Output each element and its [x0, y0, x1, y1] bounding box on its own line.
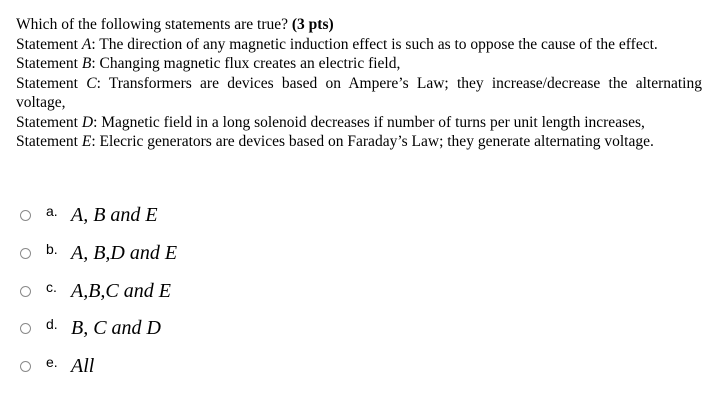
statement-c-text: : Transformers are devices based on Ampere’s Law; they increase/decrease the alternating voltage,	[16, 74, 702, 111]
option-b-letter: b.	[46, 241, 58, 257]
option-a[interactable]	[20, 200, 420, 230]
statement-d-var: D	[81, 113, 94, 131]
option-c-letter: c.	[46, 279, 57, 295]
option-b[interactable]	[20, 238, 420, 268]
statement-c-label: Statement	[16, 74, 87, 92]
option-d-letter: d.	[46, 316, 58, 332]
option-d[interactable]	[20, 313, 420, 343]
statement-e-text: : Elecric generators are devices based on Faraday’s Law; they generate alternating voltage.	[91, 133, 654, 150]
option-d-radio[interactable]	[20, 323, 31, 334]
statement-a-label: Statement	[16, 35, 82, 53]
points-badge: (3 pts)	[291, 16, 334, 33]
statement-e	[16, 132, 702, 152]
statement-c	[16, 74, 702, 113]
statement-a	[16, 35, 702, 55]
option-a-text: A, B and E	[71, 203, 158, 226]
statement-b	[16, 54, 702, 74]
question-text	[16, 15, 702, 152]
option-b-text: A, B,D and E	[71, 241, 178, 264]
statement-d-label: Statement	[16, 113, 82, 131]
question-prompt-text: Which of the following statements are true?	[16, 16, 289, 33]
statement-e-label: Statement	[16, 133, 82, 150]
option-e[interactable]	[20, 351, 420, 381]
option-c-text: A,B,C and E	[71, 279, 171, 302]
statement-d	[16, 113, 702, 133]
option-c-radio[interactable]	[20, 286, 31, 297]
option-e-text: All	[71, 354, 95, 377]
option-e-radio[interactable]	[20, 361, 31, 372]
statement-b-var: B	[81, 55, 92, 72]
statement-d-text: : Magnetic field in a long solenoid decreases if number of turns per unit length increases,	[93, 113, 645, 131]
option-a-letter: a.	[46, 203, 58, 219]
statement-c-var: C	[86, 74, 97, 92]
option-b-radio[interactable]	[20, 248, 31, 259]
statement-a-var: A	[81, 35, 92, 53]
statement-b-text: : Changing magnetic flux creates an electric field,	[91, 55, 401, 72]
statement-e-var: E	[81, 133, 92, 150]
option-d-text: B, C and D	[71, 316, 161, 339]
option-e-letter: e.	[46, 354, 58, 370]
option-c[interactable]	[20, 276, 420, 306]
option-a-radio[interactable]	[20, 210, 31, 221]
statement-a-text: : The direction of any magnetic induction effect is such as to oppose the cause of the effect.	[91, 35, 658, 53]
statement-b-label: Statement	[16, 55, 82, 72]
question-prompt	[16, 15, 702, 35]
